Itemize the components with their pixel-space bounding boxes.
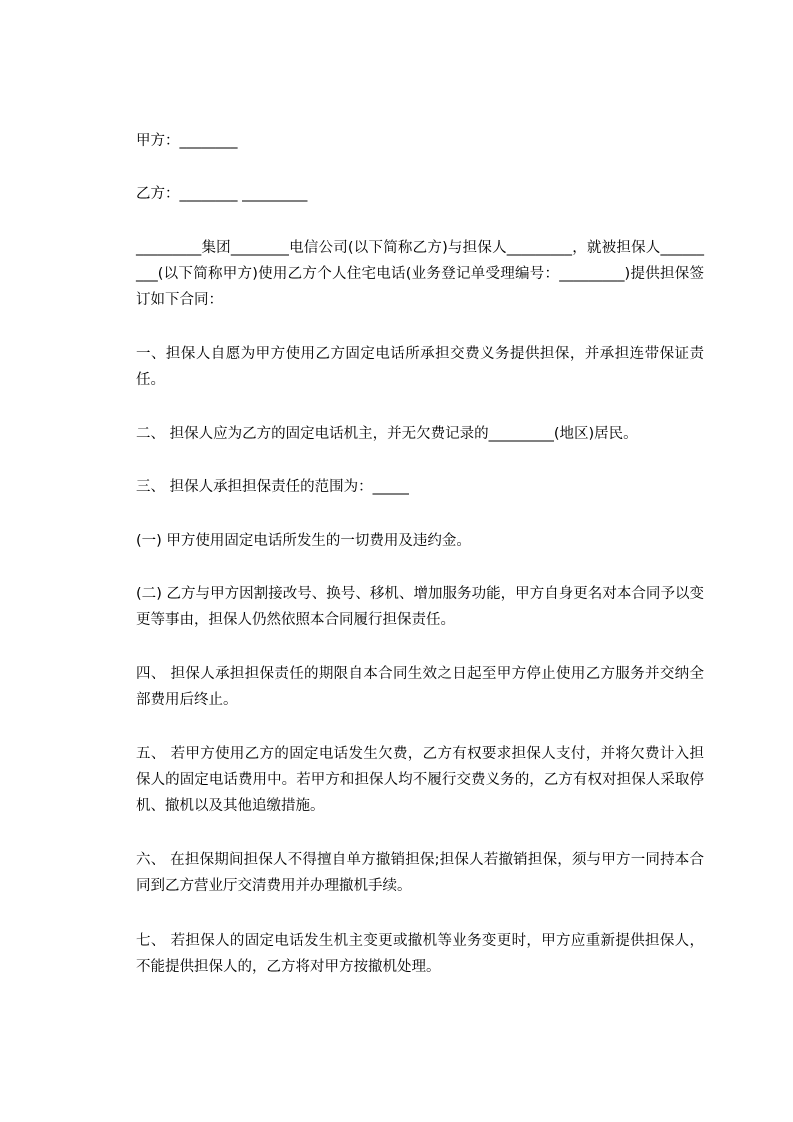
clause-3-item-2: (二) 乙方与甲方因割接改号、换号、移机、增加服务功能，甲方自身更名对本合同予以变更等事由，担保人仍然依照本合同履行担保责任。: [136, 586, 704, 628]
party-a-line: 甲方：________: [136, 133, 238, 149]
clause-3: 三、 担保人承担担保责任的范围为：_____: [136, 479, 409, 495]
clause-7: 七、 若担保人的固定电话发生机主变更或撤机等业务变更时，甲方应重新提供担保人，不能提供担保人的，乙方将对甲方按撤机处理。: [136, 933, 704, 975]
clause-6: 六、 在担保期间担保人不得擅自单方撤销担保;担保人若撤销担保，须与甲方一同持本合同到乙方营业厅交清费用并办理撤机手续。: [136, 852, 704, 894]
clause-2: 二、 担保人应为乙方的固定电话机主，并无欠费记录的_________(地区)居民。: [136, 426, 638, 442]
clause-1: 一、担保人自愿为甲方使用乙方固定电话所承担交费义务提供担保，并承担连带保证责任。: [136, 346, 704, 388]
party-b-line: 乙方：________ _________: [136, 186, 308, 202]
clause-3-item-1: (一) 甲方使用固定电话所发生的一切费用及违约金。: [136, 533, 471, 549]
clause-5: 五、 若甲方使用乙方的固定电话发生欠费，乙方有权要求担保人支付，并将欠费计入担保人的固定电话费用中。若甲方和担保人均不履行交费义务的，乙方有权对担保人采取停机、撤机以及其他追缴措施。: [136, 746, 704, 814]
intro-paragraph: _________集团________电信公司(以下简称乙方)与担保人_________，就被担保人_________(以下简称甲方)使用乙方个人住宅电话(业务登记单受理编号：_________)提供担保签订如下合同：: [136, 240, 704, 308]
clause-4: 四、 担保人承担担保责任的期限自本合同生效之日起至甲方停止使用乙方服务并交纳全部费用后终止。: [136, 666, 704, 708]
